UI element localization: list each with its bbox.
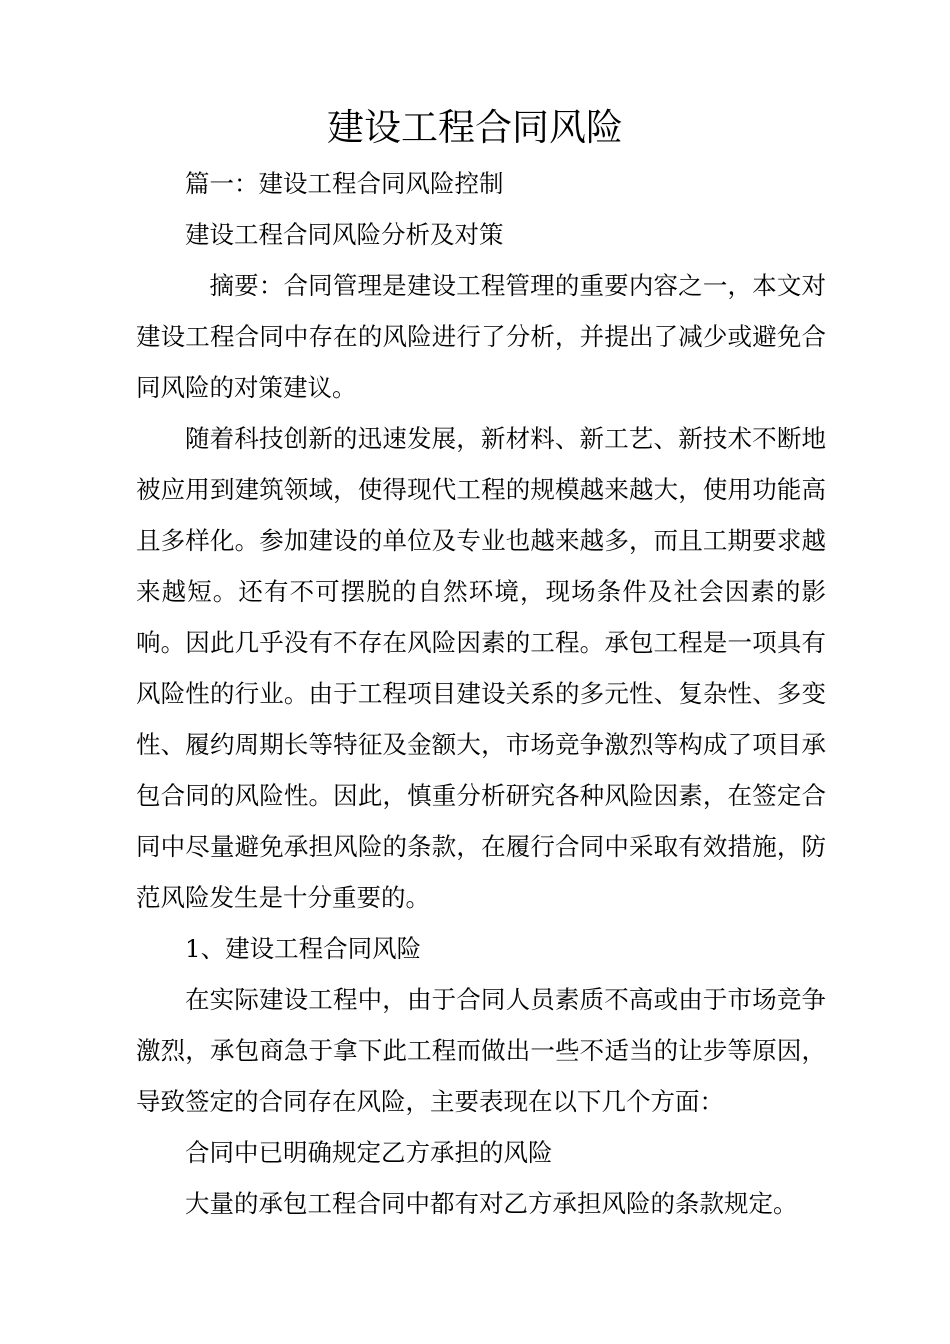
- document-body: [136, 158, 826, 1229]
- abstract-paragraph: 摘要：合同管理是建设工程管理的重要内容之一，本文对建设工程合同中存在的风险进行了分析，并提出了减少或避免合同风险的对策建议。: [136, 271, 826, 402]
- body-paragraph: 在实际建设工程中，由于合同人员素质不高或由于市场竞争激烈，承包商急于拿下此工程而做出一些不适当的让步等原因，导致签定的合同存在风险，主要表现在以下几个方面：: [136, 985, 826, 1116]
- document-title: 建设工程合同风险: [327, 106, 623, 149]
- subsection-heading: 合同中已明确规定乙方承担的风险: [185, 1138, 553, 1167]
- numbered-heading: 1、建设工程合同风险: [185, 934, 422, 963]
- body-paragraph: 随着科技创新的迅速发展，新材料、新工艺、新技术不断地被应用到建筑领域，使得现代工程的规模越来越大，使用功能高且多样化。参加建设的单位及专业也越来越多，而且工期要求越来越短。还有不可摆脱的自然环境，现场条件及社会因素的影响。因此几乎没有不存在风险因素的工程。承包工程是一项具有风险性的行业。由于工程项目建设关系的多元性、复杂性、多变性、履约周期长等特征及金额大，市场竞争激烈等构成了项目承包合同的风险性。因此，慎重分析研究各种风险因素，在签定合同中尽量避免承担风险的条款，在履行合同中采取有效措施，防范风险发生是十分重要的。: [136, 424, 826, 912]
- section-heading: 篇一：建设工程合同风险控制: [185, 169, 504, 198]
- body-paragraph: 大量的承包工程合同中都有对乙方承担风险的条款规定。: [185, 1189, 798, 1218]
- article-subtitle: 建设工程合同风险分析及对策: [185, 220, 504, 249]
